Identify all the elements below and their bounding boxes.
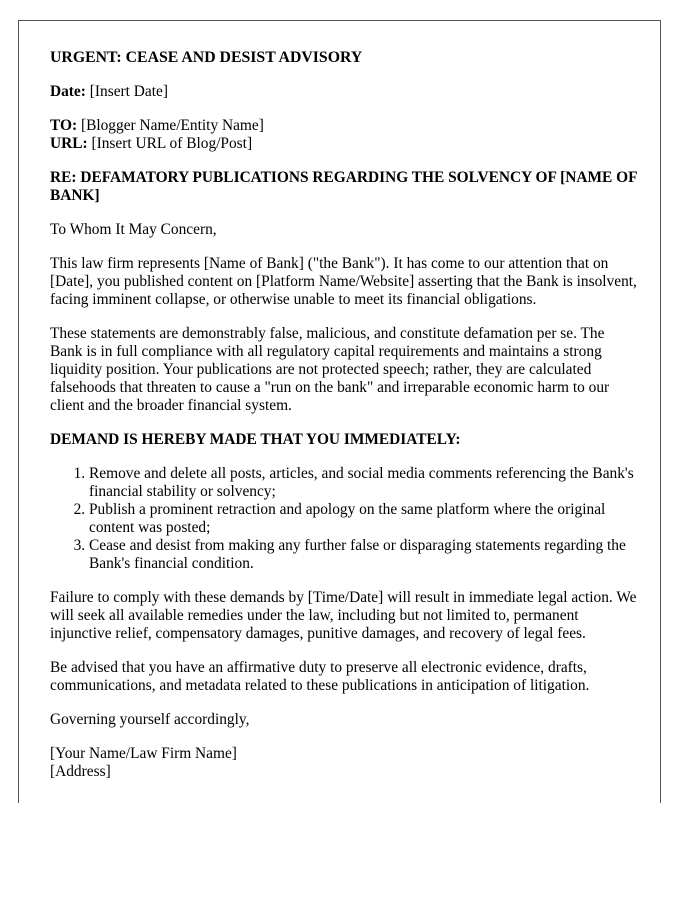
date-line (50, 83, 640, 101)
paragraph-consequences: Failure to comply with these demands by [Time/Date] will result in immediate legal action. We will seek all available remedies under the law, including but not limited to, permanent injunctive relief, compensatory damages, punitive damages, and recovery of legal fees. (50, 589, 637, 642)
date-label: Date: (50, 83, 86, 100)
demand-heading: DEMAND IS HEREBY MADE THAT YOU IMMEDIATELY: (50, 431, 461, 448)
letter-title: URGENT: CEASE AND DESIST ADVISORY (50, 49, 363, 66)
salutation: To Whom It May Concern, (50, 221, 217, 238)
demands-list (50, 465, 640, 573)
signature-address: [Address] (50, 763, 111, 780)
paragraph-preservation: Be advised that you have an affirmative duty to preserve all electronic evidence, drafts, communications, and metadata related to these publications in anticipation of litigation. (50, 659, 590, 694)
signature-name: [Your Name/Law Firm Name] (50, 745, 237, 762)
to-label: TO: (50, 117, 78, 134)
url-line (50, 135, 640, 153)
date-value: [Insert Date] (85, 83, 168, 100)
demand-item: 2. Publish a prominent retraction and apology on the same platform where the original content was posted; (89, 501, 640, 537)
letter-body (50, 49, 640, 781)
demand-item: 1. Remove and delete all posts, articles, and social media comments referencing the Bank's financial stability or solvency; (89, 465, 640, 501)
demand-item: 3. Cease and desist from making any further false or disparaging statements regarding the Bank's financial condition. (89, 537, 640, 573)
to-line (50, 117, 640, 135)
paragraph-representation: This law firm represents [Name of Bank] ("the Bank"). It has come to our attention that on [Date], you published content on [Platform Name/Website] asserting that the Bank is insolvent, facing imminent collapse, or otherwise unable to meet its financial obligations. (50, 255, 637, 308)
re-subject-line: RE: DEFAMATORY PUBLICATIONS REGARDING THE SOLVENCY OF [NAME OF BANK] (50, 169, 637, 204)
to-value: [Blogger Name/Entity Name] (77, 117, 264, 134)
letter-page (18, 20, 661, 803)
url-value: [Insert URL of Blog/Post] (87, 135, 253, 152)
closing: Governing yourself accordingly, (50, 711, 250, 728)
paragraph-defamation: These statements are demonstrably false, malicious, and constitute defamation per se. The Bank is in full compliance with all regulatory capital requirements and maintains a strong liquidity position. Your publications are not protected speech; rather, they are calculated falsehoods that threaten to cause a "run on the bank" and irreparable economic harm to our client and the broader financial system. (50, 325, 610, 414)
url-label: URL: (50, 135, 88, 152)
